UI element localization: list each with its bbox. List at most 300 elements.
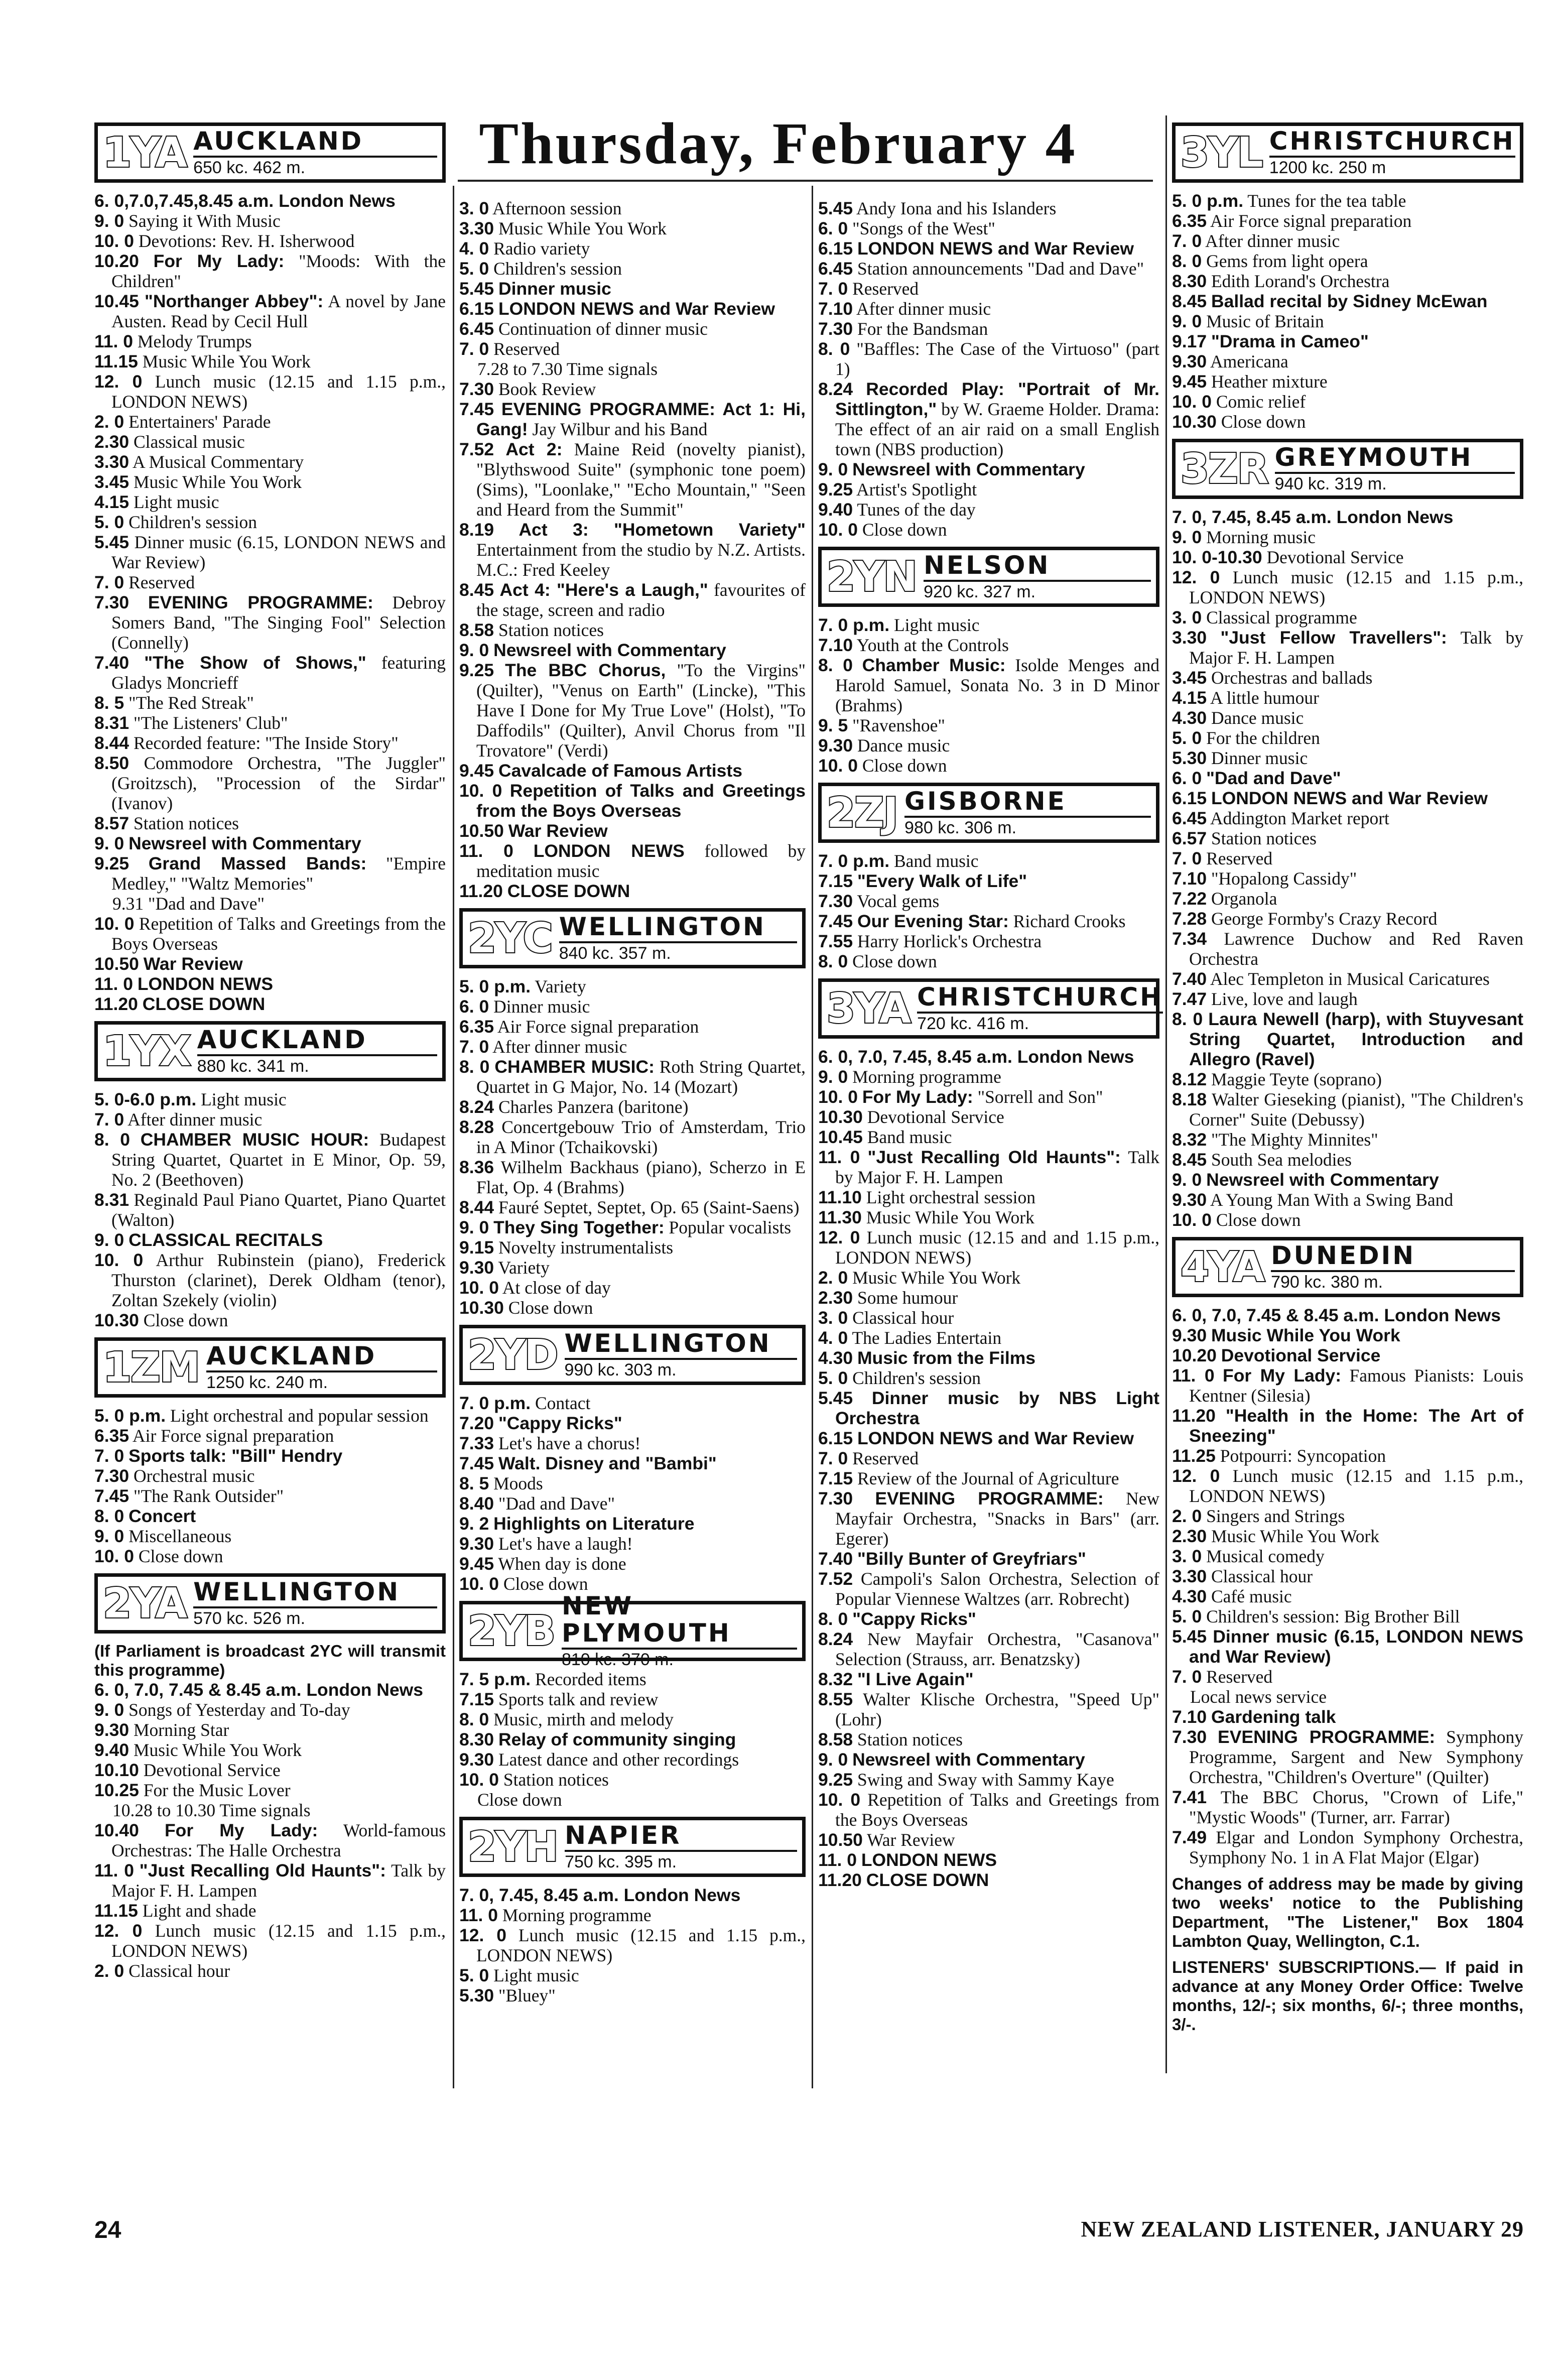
programme-entry: [459, 781, 806, 821]
programme-highlight: For My Lady:: [153, 251, 285, 271]
programme-entry: [818, 1689, 1159, 1729]
programme-time: 7.45: [94, 1486, 129, 1506]
programme-entry: [818, 259, 1159, 279]
station-frequency: 750 kc. 395 m.: [565, 1852, 677, 1871]
programme-time: 7.33: [459, 1433, 494, 1453]
programme-entry: [818, 379, 1159, 459]
programme-time: 10.50: [818, 1830, 863, 1850]
programme-time: 9.25: [94, 853, 129, 873]
programme-entry: [1172, 868, 1523, 889]
programme-description: Station notices: [853, 1729, 963, 1749]
programme-time: 8.55: [818, 1689, 853, 1709]
programme-time: 2. 0: [1172, 1506, 1202, 1526]
programme-time: 9. 0: [1172, 1170, 1202, 1190]
programme-time: 9.40: [818, 499, 853, 520]
programme-time: 8.30: [459, 1729, 494, 1749]
programme-description: Lunch music (12.15 and 1.15 p.m., LONDON NEWS): [1189, 567, 1523, 607]
programme-entry: [94, 472, 446, 492]
programme-time: 2.30: [818, 1288, 853, 1308]
programme-highlight: "Northanger Abbey":: [145, 291, 324, 311]
programme-description: Let's have a chorus!: [494, 1433, 641, 1453]
station-frequency: 1250 kc. 240 m.: [206, 1373, 328, 1392]
programme-description: Americana: [1207, 351, 1288, 371]
programme-time: 7.22: [1172, 889, 1207, 909]
programme-time: 9. 0: [1172, 311, 1202, 331]
station-info: [565, 1330, 798, 1380]
programme-time: 7.10: [1172, 1707, 1207, 1727]
station-city: NELSON: [924, 552, 1151, 582]
programme-time: 4.30: [1172, 708, 1207, 728]
programme-description: [494, 279, 611, 299]
programme-time: 7.30: [94, 1466, 129, 1486]
programme-entry: [818, 499, 1159, 520]
programme-time: 7.55: [818, 931, 853, 951]
column-4: [1172, 115, 1523, 2034]
station-header: [818, 978, 1163, 1039]
programme-description: After dinner music: [1202, 231, 1340, 251]
programme-description: [139, 954, 243, 974]
programme-time: 9.45: [1172, 371, 1207, 392]
station-header: [1172, 122, 1523, 183]
programme-entry: [459, 1217, 806, 1237]
programme-description: When day is done: [494, 1554, 626, 1574]
programme-description: Contact: [531, 1393, 591, 1413]
programme-entry: [94, 713, 446, 733]
programme-time: 6.45: [459, 319, 494, 339]
programme-description: Walter Gieseking (pianist), "The Children's Corner" Suite (Debussy): [1189, 1089, 1523, 1130]
programme-time: 12. 0: [1172, 567, 1220, 587]
programme-description: EVENING PROGRAMME: Symphony Programme, Sargent and New Symphony Orchestra, "Children's Overture" (Quilter): [1189, 1727, 1523, 1787]
station-info: [193, 128, 437, 178]
programme-time: 7.40: [94, 653, 129, 673]
programme-time: 3.45: [94, 472, 129, 492]
programme-highlight: CLOSE DOWN: [507, 881, 630, 901]
programme-description: "The Rank Outsider": [129, 1486, 284, 1506]
programme-time: 12. 0: [459, 1925, 506, 1945]
programme-entry: [1172, 1406, 1523, 1446]
programme-time: 9.45: [459, 761, 494, 781]
programme-time: 6. 0,7.0,7.45,8.45 a.m.: [94, 191, 274, 211]
programme-description: A Young Man With a Swing Band: [1207, 1190, 1454, 1210]
programme-time: 7. 0, 7.45, 8.45 a.m.: [459, 1885, 619, 1905]
programme-highlight: Act 2:: [505, 439, 563, 459]
programme-highlight: CLASSICAL RECITALS: [128, 1230, 323, 1250]
programme-time: 5. 0: [94, 512, 124, 532]
programme-time: 10.40: [94, 1820, 139, 1840]
programme-time: 10.25: [94, 1780, 139, 1800]
publication-footer: NEW ZEALAND LISTENER, JANUARY 29: [1081, 2217, 1524, 2241]
programme-entry: [94, 1466, 446, 1486]
programme-time: 5. 0 p.m.: [459, 976, 531, 996]
programme-entry: [1172, 351, 1523, 371]
programme-description: Music While You Work: [494, 218, 667, 238]
programme-time: 10. 0: [459, 1278, 499, 1298]
programme-time: 11. 0: [818, 1850, 857, 1870]
programme-description: [133, 974, 273, 994]
programme-description: Classical hour: [124, 1961, 230, 1981]
programme-entry: [94, 351, 446, 371]
programme-entry: [94, 191, 446, 211]
programme-time: 8.24: [818, 379, 853, 399]
programme-description: For My Lady: "Sorrell and Son": [862, 1087, 1103, 1107]
programme-entry: [818, 1147, 1159, 1187]
programme-description: Classical music: [129, 432, 245, 452]
programme-entry: [1172, 211, 1523, 231]
programme-time: 4. 0: [459, 238, 489, 259]
programme-highlight: LONDON NEWS: [137, 974, 274, 994]
programme-description: Dinner music: [1207, 748, 1308, 768]
programme-time: 8. 0: [818, 951, 848, 971]
programme-highlight: Ballad recital by Sidney McEwan: [1211, 291, 1488, 311]
programme-time: 9.30: [818, 735, 853, 756]
programme-description: Lunch music (12.15 and 1.15 p.m., LONDON NEWS): [1189, 1466, 1523, 1506]
programme-entry: [94, 412, 446, 432]
station-city: CHRISTCHURCH: [917, 983, 1163, 1014]
programme-description: After dinner music: [489, 1037, 627, 1057]
programme-entry: [94, 1526, 446, 1546]
programme-time: 7.30: [818, 891, 853, 911]
programme-description: Artist's Spotlight: [853, 479, 977, 499]
programme-entry: [94, 1506, 446, 1526]
station-info: [197, 1026, 437, 1076]
programme-description: George Formby's Crazy Record: [1207, 909, 1438, 929]
programme-entry: [459, 580, 806, 620]
programme-time: 8.24: [459, 1097, 494, 1117]
programme-time: 9.45: [459, 1554, 494, 1574]
programme-entry: [818, 1187, 1159, 1207]
station-city: AUCKLAND: [206, 1342, 437, 1372]
programme-highlight: Devotional Service: [1221, 1345, 1381, 1365]
programme-description: [138, 994, 265, 1014]
programme-time: 5. 0 p.m.: [1172, 191, 1244, 211]
programme-description: Light music: [489, 1965, 579, 1985]
programme-highlight: EVENING PROGRAMME:: [148, 592, 373, 612]
programme-entry: [459, 1669, 806, 1689]
programme-entry: [818, 871, 1159, 891]
programme-time: 7. 0: [94, 572, 124, 592]
station-call-sign: 2YB: [468, 1607, 555, 1655]
programme-highlight: Grand Massed Bands:: [148, 853, 367, 873]
programme-description: Music While You Work: [861, 1207, 1034, 1227]
programme-highlight: Sports talk: "Bill" Hendry: [128, 1446, 343, 1466]
programme-entry: [1172, 929, 1523, 969]
programme-entry: [818, 1770, 1159, 1790]
station-header: [818, 783, 1159, 843]
programme-description: [1207, 291, 1487, 311]
programme-time: 8. 0: [94, 1506, 124, 1526]
station-city: NEW PLYMOUTH: [562, 1592, 797, 1650]
programme-entry: [94, 331, 446, 351]
programme-highlight: For My Lady:: [1223, 1365, 1342, 1386]
programme-entry: [818, 299, 1159, 319]
programme-entry: [818, 238, 1159, 259]
programme-highlight: EVENING PROGRAMME:: [875, 1488, 1104, 1509]
station-frequency: 650 kc. 462 m.: [193, 158, 306, 177]
programme-description: Air Force signal preparation: [494, 1017, 699, 1037]
programme-entry: [459, 1157, 806, 1197]
programme-description: "Ravenshoe": [848, 715, 945, 735]
programme-highlight: CHAMBER MUSIC HOUR:: [140, 1130, 369, 1150]
programme-highlight: Dinner music: [498, 279, 611, 299]
programme-time: 8.58: [818, 1729, 853, 1749]
programme-entry: [459, 1905, 806, 1925]
station-call-sign: 1YX: [103, 1027, 190, 1075]
programme-description: Devotions: Rev. H. Isherwood: [134, 231, 355, 251]
programme-time: 10.45: [818, 1127, 863, 1147]
programme-highlight: "Just Fellow Travellers":: [1220, 628, 1447, 648]
programme-entry: [1172, 311, 1523, 331]
programme-entry: [94, 1230, 446, 1250]
station-frequency: 920 kc. 327 m.: [924, 582, 1036, 601]
programme-entry: [1172, 1727, 1523, 1787]
programme-time: 7.30: [94, 592, 129, 612]
station-city: GISBORNE: [904, 788, 1151, 818]
programme-description: New Mayfair Orchestra, "Casanova" Selection (Strauss, arr. Benatzsky): [835, 1629, 1159, 1669]
programme-entry: [1172, 547, 1523, 567]
programme-entry: [1172, 1170, 1523, 1190]
programme-highlight: "Cappy Ricks": [498, 1413, 622, 1433]
programme-description: [853, 1669, 973, 1689]
programme-description: Saying it With Music: [124, 211, 281, 231]
programme-entry: [818, 1107, 1159, 1127]
programme-time: 7. 0: [1172, 231, 1202, 251]
programme-entry: [1172, 1009, 1523, 1069]
programme-time: 10. 0: [818, 756, 858, 776]
station-info: [1269, 128, 1515, 178]
programme-time: 10.50: [459, 821, 504, 841]
programme-time: 11.20: [1172, 1406, 1216, 1426]
programme-description: [1202, 1170, 1439, 1190]
programme-entry: [459, 1017, 806, 1037]
programme-entry: [818, 279, 1159, 299]
programme-description: Let's have a laugh!: [494, 1534, 633, 1554]
programme-time: 5. 0: [1172, 728, 1202, 748]
station-info: [562, 1592, 797, 1670]
programme-description: [835, 1388, 1159, 1428]
programme-time: 10. 0: [818, 520, 858, 540]
programme-description: [853, 1549, 1086, 1569]
station-city: AUCKLAND: [197, 1026, 437, 1056]
programme-time: 7.30: [1172, 1727, 1207, 1747]
programme-entry: [459, 881, 806, 901]
programme-time: 12. 0: [1172, 1466, 1220, 1486]
programme-time: 9. 0: [818, 1749, 848, 1770]
programme-entry: [459, 761, 806, 781]
programme-entry: [94, 1860, 446, 1901]
programme-entry: [1172, 507, 1523, 527]
programme-time: 8.50: [94, 753, 129, 773]
programme-description: Band music: [889, 851, 979, 871]
programme-entry: [818, 1428, 1159, 1448]
programme-highlight: Gardening talk: [1211, 1707, 1336, 1727]
programme-description: Station announcements "Dad and Dave": [853, 259, 1144, 279]
programme-entry: [459, 1554, 806, 1574]
programme-description: Reserved: [489, 339, 560, 359]
programme-highlight: "Cappy Ricks": [852, 1609, 976, 1629]
programme-time: 6.35: [94, 1426, 129, 1446]
programme-entry: [94, 452, 446, 472]
programme-time: 2. 0: [94, 1961, 124, 1981]
programme-highlight: EVENING PROGRAMME: Act 1: Hi, Gang!: [476, 399, 806, 439]
programme-entry: [459, 1925, 806, 1965]
programme-highlight: Newsreel with Commentary: [852, 1749, 1085, 1770]
programme-description: Vocal gems: [853, 891, 940, 911]
programme-entry: [818, 655, 1159, 715]
programme-entry: [818, 1569, 1159, 1609]
station-info: [559, 913, 797, 963]
programme-entry: [94, 1250, 446, 1310]
programme-description: Orchestral music: [129, 1466, 255, 1486]
programme-time: 8.12: [1172, 1069, 1207, 1089]
programme-time: 10.50: [94, 954, 139, 974]
programme-description: Light orchestral and popular session: [166, 1406, 429, 1426]
programme-time: 4.15: [1172, 688, 1207, 708]
programme-time: 8.36: [459, 1157, 494, 1177]
station-city: NAPIER: [565, 1822, 797, 1852]
programme-description: Light orchestral session: [861, 1187, 1035, 1207]
programme-entry: [1172, 1506, 1523, 1526]
programme-entry: [818, 1328, 1159, 1348]
programme-description: For My Lady: Famous Pianists: Louis Kentner (Silesia): [1189, 1365, 1524, 1406]
programme-highlight: "Health in the Home: The Art of Sneezing": [1189, 1406, 1523, 1446]
station-header: [94, 1337, 446, 1398]
programme-entry: [94, 371, 446, 412]
programme-entry: [818, 1368, 1159, 1388]
programme-time: 4.30: [818, 1348, 853, 1368]
programme-time: 3.45: [1172, 668, 1207, 688]
programme-highlight: Music While You Work: [1211, 1325, 1400, 1345]
programme-description: Light music: [889, 615, 980, 635]
programme-description: [853, 871, 1027, 891]
programme-entry: [818, 1790, 1159, 1830]
programme-entry: [94, 1901, 446, 1921]
programme-description: Devotional Service: [139, 1760, 281, 1780]
programme-time: 9.17: [1172, 331, 1207, 351]
programme-description: For My Lady: World-famous Orchestras: The Halle Orchestra: [111, 1820, 446, 1860]
programme-entry: [459, 1453, 806, 1473]
programme-entry: [459, 1278, 806, 1298]
programme-highlight: LONDON NEWS and War Review: [857, 1428, 1134, 1448]
programme-entry: [459, 1258, 806, 1278]
programme-entry: [94, 532, 446, 572]
programme-description: [489, 1514, 694, 1534]
station-header: [94, 1021, 446, 1081]
programme-description: A Musical Commentary: [129, 452, 304, 472]
programme-description: Swing and Sway with Sammy Kaye: [853, 1770, 1114, 1790]
programme-entry: [459, 1097, 806, 1117]
programme-entry: [459, 1413, 806, 1433]
programme-time: 9. 0: [1172, 527, 1202, 547]
programme-time: 8. 0: [818, 1609, 848, 1629]
programme-time: 2. 0: [818, 1268, 848, 1288]
programme-time: 8.45: [1172, 291, 1207, 311]
programme-description: [494, 1453, 717, 1473]
programme-time: 7.45: [459, 399, 494, 419]
programme-time: 3. 0: [1172, 1546, 1202, 1566]
programme-description: Music, mirth and melody: [489, 1709, 674, 1729]
programme-entry: [94, 914, 446, 954]
programme-time: 11. 0: [94, 974, 133, 994]
programme-entry: [1172, 1787, 1523, 1827]
programme-description: Harry Horlick's Orchestra: [853, 931, 1042, 951]
programme-entry: [459, 1197, 806, 1217]
programme-time: 7.52: [459, 439, 494, 459]
subscription-notice: LISTENERS' SUBSCRIPTIONS.— If paid in advance at any Money Order Office: Twelve months, 12/-; six months, 6/-; three months, 3/-.: [1172, 1958, 1523, 2034]
programme-entry: [94, 974, 446, 994]
programme-time: 9. 0: [94, 833, 124, 853]
programme-description: CHAMBER MUSIC: Roth String Quartet, Quartet in G Major, No. 14 (Mozart): [476, 1057, 806, 1097]
programme-entry: [1172, 1827, 1523, 1867]
programme-entry: [818, 1448, 1159, 1468]
station-call-sign: 4YA: [1181, 1243, 1264, 1291]
programme-entry: [1172, 392, 1523, 412]
programme-highlight: Newsreel with Commentary: [852, 459, 1085, 479]
programme-description: Lunch music (12.15 and 1.15 p.m., LONDON NEWS): [111, 371, 446, 412]
programme-description: [1202, 768, 1341, 788]
programme-entry: [818, 735, 1159, 756]
station-call-sign: 2YC: [468, 914, 552, 962]
programme-time: 12. 0: [94, 1921, 143, 1941]
station-header: [1172, 439, 1523, 499]
programme-entry: [818, 459, 1159, 479]
programme-time: 6. 0, 7.0, 7.45 & 8.45 a.m.: [1172, 1305, 1379, 1325]
programme-time: 7.30: [818, 1488, 853, 1509]
programme-time: 11. 0: [1172, 1365, 1215, 1386]
programme-time: 11.20: [459, 881, 503, 901]
programme-entry: [94, 1089, 446, 1109]
programme-time: 6. 0: [459, 996, 489, 1017]
programme-highlight: Newsreel with Commentary: [128, 833, 361, 853]
programme-description: After dinner music: [853, 299, 991, 319]
programme-time: 10. 0-10.30: [1172, 547, 1262, 567]
programme-entry: [459, 1493, 806, 1514]
programme-entry: [1172, 969, 1523, 989]
programme-time: 5.45: [818, 1388, 853, 1408]
programme-time: 8.44: [459, 1197, 494, 1217]
programme-entry: [818, 319, 1159, 339]
programme-description: Book Review: [494, 379, 596, 399]
programme-entry: [94, 833, 446, 853]
programme-entry: [1172, 1667, 1523, 1687]
programme-description: Recorded Play: "Portrait of Mr. Sittlington," by W. Graeme Holder. Drama: The effect of an air raid on a small English town (NBS production): [835, 379, 1160, 459]
programme-time: 10.30: [94, 1310, 139, 1330]
programme-description: Reserved: [124, 572, 195, 592]
programme-entry: [818, 198, 1159, 218]
programme-highlight: Dinner music (6.15, LONDON NEWS and War Review): [1189, 1626, 1523, 1667]
programme-time: 7.15: [818, 871, 853, 891]
programme-entry: [94, 231, 446, 251]
programme-time: 8. 5: [94, 693, 124, 713]
programme-entry: [818, 1288, 1159, 1308]
programme-description: Grand Massed Bands: "Empire Medley," "Waltz Memories": [111, 853, 446, 894]
programme-time: 7. 0: [94, 1446, 124, 1466]
programme-description: EVENING PROGRAMME: Act 1: Hi, Gang! Jay Wilbur and his Band: [476, 399, 806, 439]
programme-time: 8.40: [459, 1493, 494, 1514]
programme-description: [1207, 1707, 1336, 1727]
programme-description: [848, 1749, 1085, 1770]
programme-description: [124, 1446, 342, 1466]
programme-subentry: Local news service: [1190, 1687, 1327, 1707]
programme-entry: [1172, 748, 1523, 768]
programme-time: 7.30: [818, 319, 853, 339]
programme-time: 9.30: [1172, 351, 1207, 371]
programme-description: The Ladies Entertain: [848, 1328, 1002, 1348]
column-3: [818, 198, 1163, 1890]
programme-description: Orchestras and ballads: [1207, 668, 1373, 688]
programme-description: EVENING PROGRAMME: New Mayfair Orchestra, "Snacks in Bars" (arr. Egerer): [835, 1488, 1160, 1549]
programme-highlight: Laura Newell (harp), with Stuyvesant String Quartet, Introduction and Allegro (Ravel): [1189, 1009, 1524, 1069]
parliament-note: (If Parliament is broadcast 2YC will transmit this programme): [94, 1642, 446, 1679]
